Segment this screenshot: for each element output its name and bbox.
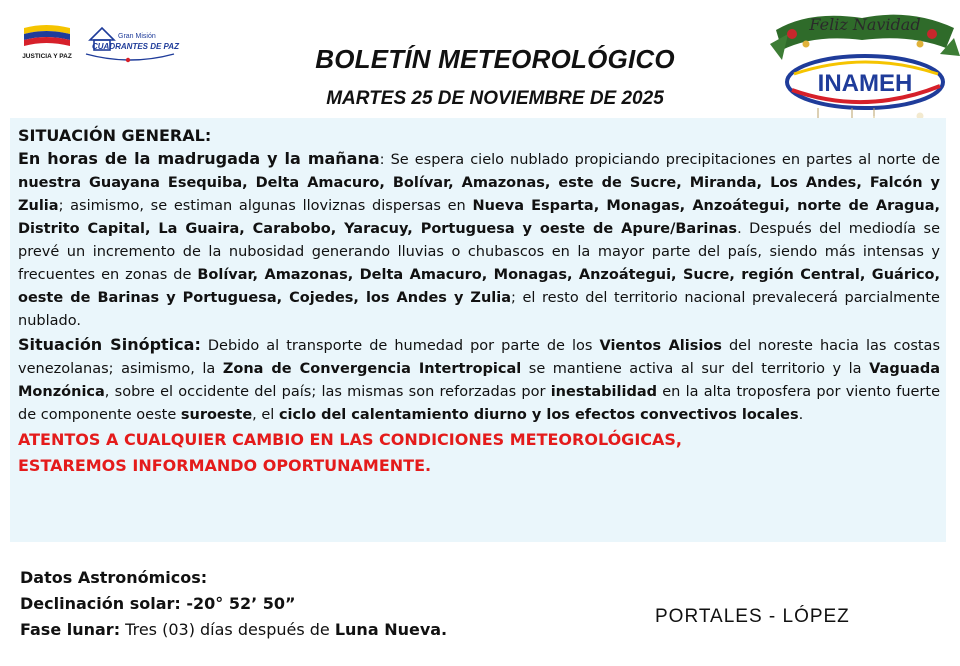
general-text-4: ; el resto del territorio nacional prevalecerá parcialmente nublado. (18, 290, 940, 329)
synoptic-heading: Situación Sinóptica: (18, 335, 201, 354)
synoptic-situation-paragraph (18, 333, 940, 427)
justicia-y-paz-caption: JUSTICIA Y PAZ (22, 53, 72, 60)
moon-phase-text: Tres (03) días después de (120, 620, 335, 639)
astronomical-data (20, 565, 447, 643)
synoptic-bold-3: Vaguada Monzónica (18, 361, 940, 400)
general-regions-drizzle: Nueva Esparta, Monagas, Anzoátegui, norte de Aragua, Distrito Capital, La Guaira, Carabobo, Yaracuy, Portuguesa y oeste de Apure/Barinas (18, 198, 941, 237)
house-icon (90, 28, 114, 40)
synoptic-text-5: en la alta troposfera por viento fuerte de componente oeste (18, 384, 940, 423)
synoptic-text-3: se mantiene activa al sur del territorio y la (521, 361, 870, 377)
general-text-1: : Se espera cielo nublado propiciando precipitaciones en partes al norte de (379, 152, 941, 168)
synoptic-text-2: del noreste hacia las costas venezolanas; asimismo, la (18, 338, 940, 377)
moon-phase (20, 617, 447, 643)
synoptic-bold-5: suroeste (180, 407, 253, 423)
general-situation-heading: SITUACIÓN GENERAL: (18, 126, 212, 145)
moon-phase-bold: Luna Nueva. (334, 620, 448, 639)
general-regions-showers: Bolívar, Amazonas, Delta Amacuro, Monagas, Anzoátegui, Sucre, región Central, Guárico, oeste de Barinas y Portuguesa, Cojedes, los Andes y Zulia (18, 267, 941, 306)
synoptic-text-6: , el (252, 407, 279, 423)
bulletin-date: MARTES 25 DE NOVIEMBRE DE 2025 (326, 88, 664, 109)
alert-line-2: ESTAREMOS INFORMANDO OPORTUNAMENTE. (18, 456, 432, 475)
general-lead: En horas de la madrugada y la mañana (18, 149, 380, 168)
synoptic-bold-6: ciclo del calentamiento diurno y los efectos convectivos locales (278, 407, 799, 423)
feliz-navidad-text: Feliz Navidad (809, 15, 921, 34)
astro-heading: Datos Astronómicos: (20, 568, 208, 587)
synoptic-text-7: . (798, 407, 804, 423)
general-situation-paragraph (18, 147, 940, 333)
solar-declination: Declinación solar: -20° 52’ 50” (20, 594, 296, 613)
general-text-2: ; asimismo, se estiman algunas lloviznas dispersas en (58, 198, 473, 214)
general-text-3: . Después del mediodía se prevé un incremento de la nubosidad generando lluvias o chubascos en la mayor parte del país, siendo más intensas y frecuentes en zonas de (18, 221, 940, 283)
general-regions-rain: nuestra Guayana Esequiba, Delta Amacuro, Bolívar, Amazonas, este de Sucre, Miranda, Los Andes, Falcón y Zulia (18, 175, 940, 214)
gm-logo-name: CUADRANTES DE PAZ (92, 42, 179, 51)
synoptic-bold-4: inestabilidad (550, 384, 658, 400)
gm-logo-small-text: Gran Misión (118, 33, 156, 40)
forecast-body (18, 124, 940, 479)
synoptic-bold-2: Zona de Convergencia Intertropical (222, 361, 522, 377)
synoptic-bold-1: Vientos Alisios (599, 338, 722, 354)
authors: PORTALES - LÓPEZ (655, 606, 850, 627)
bulletin-title: BOLETÍN METEOROLÓGICO (315, 44, 675, 74)
inameh-logo-text: INAMEH (817, 70, 913, 97)
synoptic-text-4: , sobre el occidente del país; las mismas son reforzadas por (104, 384, 551, 400)
synoptic-text-1: Debido al transporte de humedad por parte de los (200, 338, 600, 354)
alert-line-1: ATENTOS A CUALQUIER CAMBIO EN LAS CONDICIONES METEOROLÓGICAS, (18, 430, 682, 449)
inameh-logo (787, 56, 943, 108)
moon-phase-label: Fase lunar: (20, 620, 121, 639)
